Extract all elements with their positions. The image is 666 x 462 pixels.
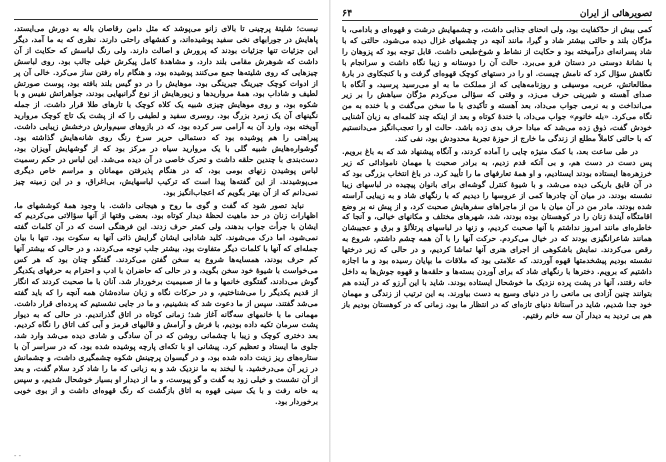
page-number: ۶۴ xyxy=(342,8,353,19)
left-paragraph-1: نیست؛ شلیتهٔ پرچینی تا بالای زانو می‌پوشد که مثل دامن رقاصان باله به دورش می‌ایستد، پاهایش در جورابهای نخی سفید پوشیده‌اند، و کفشهای راحتی دارند. نظری که به ما آمد، دیگر این جزئیات تنها جزئیات بودند که پرورش و اصالت دارند. ولی رنگ لباسش که حکایت از آن داشت که شوهرش مقامی بلند دارد، و مشاهدهٔ کامل پیکرش خیلی جالب بود. روی لباسش چیزهایی که روی شلیته‌ها جمع می‌کنند پوشیده بود، و هنگام راه رفتن ساز می‌کرد. خالی آن پر از ادوات کوچک جیرینگ جیرینگی بود. موهایش را در دو گیس بلند بافته بود، پوست صورتش لطیف و شاداب بود، همهٔ مرواریدها و زیورهایش از نوع گرانبهایی بودند، جواهراتش نفیس و با شکوه بود، و روی موهایش چیزی شبیه یک کلاه کوچک با تارهای طلا قرار داشت. از جمله نگینهای آن یک زمرد بزرگ بود. روسری سفید و لطیفی را که از پشت یک تاج کوچک مروارید آویخته بود، وارد آن به آرامی سر کرده بود، که در بازوهای سیم‌وارش درخشش زیبایی داشت. پیراهنی را هم پوشیده بود که دستمالی حریر سرخ رنگ روی شانه‌هایش گذاشته بود. گوشواره‌هایش شبیه گلی با یک مروارید سیاه در مرکز بود که از گوشهایش آویزان بود، دست‌بندی با چندین حلقه داشت و تحرک خاصی در آن دیده می‌شد. این لباس در حکم رسمیت لباس پوشیدن زنهای بومی بود، که در هنگام پذیرفتن مهمانان و مراسم خاص دیگری می‌پوشیدند. از این گفته‌ها پیدا است که ترکیب لباسهایش، بی‌اغراق، و در این زمینه چیز نمی‌دانم که از آن بهتر بگویم که اعجاب‌انگیز بود. xyxy=(14,24,318,197)
footer-mark: - - xyxy=(14,452,21,460)
right-paragraph-1: کمی بیش از حدّکفایت بود، ولی انحنای جذابی داشت، و چشمهایش درشت و قهوه‌ای و بادامی، با مژگان بلند و حالتی بیشتر شاد و گیرا، مانند آنچه در چشمهای غزال دیده می‌شود، حالتی که با شاد پسرانه‌ای درآمیخته بود و حکایت از نشاط و شوخ‌طبعی داشت. قابل توجه بود که پزوهان را با نشانهٔ دوستی در دستان فرو می‌برد. حالت آن را دوستانه و زیبا نگاه داشت و سرانجام با نگاهش سؤال کرد که نامش چیست. او را در دستهای کوچک قهوه‌ای گرفت و با کنجکاوی در بارهٔ مطالعاتش، عربی، موسیقی و روزنامه‌هایی که از مملکت ما به او می‌رسید پرسید، و آنگاه با صدای آهسته و شیرینی حرف می‌زد، و وقتی که سؤالی می‌کردم مژگان سیاهش را بر زیر می‌انداخت و به نرمی جواب می‌داد، بعد آهسته و تأکیدی با ما سخن می‌گفت و با خنده به من نگاه می‌کرد. «بله خانوم» جواب می‌داد، با خندهٔ کوتاه و بعد از اینکه چند کلمه‌ای به زبان آشنایی خودش گفت، ذوق زده می‌شد که مبادا حرف بدی زده باشد. حالت او را تعجب‌انگیز می‌دانستیم که با حالتی کاملاً مطلع از زندگی ما خارج از حوزهٔ تجربهٔ محدودش بود، نفی کند. xyxy=(342,25,652,144)
right-paragraph-2: در طی ساعت بعد، با کمک منیژه چایی را آماده کردند، و آنگاه پیشنهاد شد که به باغ برویم. پس دست در دست هم، و بی آنکه قدم زدیم، به برادر صحبت با مهمان ناموادائی که زیر خرزهره‌ها ایستاده بودند ایستادیم، و او همهٔ تعارفهای ما را تأیید کرد. در باغ انتخاب بزرگی بود که در آن قایق باریکی دیده می‌شد، و با شیوهٔ کنترل گوشه‌ای برای بانوان پیچیده در لباسهای زیبا نشسته بودند. در میان آن چادرها کمی از عروسها را دیدیم که با رنگهای شاد و به زیبایی آراسته شده بودند. مادر من در آن میان با من از ماجراهای سفرهایش صحبت کرد، و از پیش نه بر وضع اقامتگاه آیندهٔ زنان را در کوهستان بوده بودند، شد، شهرهای مختلف و مکانهای خیالی، و آنجا که خاطره‌ای مانند امروز نداشتم با آنها صحبت کردیم، و زنها در لباسهای پرتلألؤ و برق و عجیبشان همانند شاعرانگیزی بودند که در خیال می‌کردم. حرکت آنها را با آن همه چشم داشتم، شروع به رقص می‌کردند. نمایش باشکوهی از اجرای هنری آنها تماشا کردیم، و در حالی که زیر درختها نشسته بودیم پیشخدمتها قهوه آوردند. که علامتی بود که ملاقات ما بپایان رسیده بود و ما اجازه داشتیم که برویم. دخترها با رنگهای شاد که برای آوردن بسته‌ها و حلقه‌ها و قهوه جوش‌ها به داخل خانه رفتند، آنها در پشت پرده نزدیک ما خوشحال ایستاده بودند. شاید با این آرزو که در آینده هم بتوانند چنین آزادی بی مانعی را در دنیای وسیع به دست بیاورند. به این ترتیب از زندگی و مهمان خود جدا شدیم، شاید در آستانهٔ دنیای تازه‌ای که در انتظار ما بود، زمانی که در کوهستان بودیم باز هم بی تردید به دیدار آن سه خانم رفتیم. xyxy=(342,146,652,320)
running-title: تصویرهائی از ایران xyxy=(579,9,652,19)
right-page-header xyxy=(342,8,652,21)
left-page-header-rule xyxy=(14,8,318,20)
left-page xyxy=(6,4,324,456)
left-paragraph-2: نباید تصور شود که گفت و گوی ما روح و هیجانی داشت. با وجود همهٔ کوششهای ما، اظهارات زنان در حد ماهیت لحظهٔ دیدار کوتاه بود. بعضی وقتها از آنها سؤالاتی می‌کردیم که ایشان با جرأت جواب بدهند، ولی کمتر حرف زدند. این فرهنگی است که در آن کلمات گفته نمی‌شود، اما درک می‌شوند. کلید شادابی ایشان گرایش ذاتی آنها به سکوت بود. تنها با بیان جمله‌ای که آنها با کلمات دیگر متفاوت بود، بیشتر جلب توجه می‌کردند، و در حالی که بیشتر آنها کم حرف بودند، همسایه‌ها شروع به سخن گفتن می‌کردند. گفتگو چنان بود که هر کس می‌خواست با شیوهٔ خود سخن بگوید، و در حالی که حاضران با ادب و احترام به حرفهای یکدیگر گوش می‌دادند، گفتگوی خانمها و ما از صمیمیت برخوردار شد. آنان با ما صحبت کردند که انگار از قدیم یکدیگر را می‌شناختیم، و در حرکات نگاه و زبان ساده‌شان همه آنچه را که باید گفته می‌شد گفتند. سپس از ما دعوت شد که بنشینیم، و ما در جایی نشستیم که پرده‌ای قرار داشت. مهمانی ما با خانمهای سه‌گانه آغاز شد؛ زمانی کوتاه در اتاق گذراندیم. در حالی که به دیوار پشت سرمان تکیه داده بودیم، با فرش و آرامش و قالیهای قرمز و آبی کف اتاق را نگاه کردیم. بعد دختری کوچک و زیبا با چشمانی روشن که در آن سادگی و شادی دیده می‌شد وارد شد، جلوی ما ایستاد و تعظیم کرد. پیشانی او با تکه‌ای پارچه پوشیده شده بود، که در سراسر آن با ستاره‌های ریز زینت داده شده بود، و در گیسوان پرچینش شکوه چشمگیری داشت، و چشمانش در زیر آن می‌درخشید. با لبخند به ما نزدیک شد و به زبانی که ما را شاد کرد سلام گفت، و بعد از آن نشست و خیلی زود به گفت و گو پیوست، و ما از دیدار او بسیار خوشحال شدیم، و سپس به خانه رفت و با یک سینی قهوه به اتاق بازگشت که رنگ قهوه‌ای داشت و از بوی خوبی برخوردار بود. xyxy=(14,200,318,406)
book-gutter xyxy=(329,0,331,462)
right-page xyxy=(336,4,660,456)
